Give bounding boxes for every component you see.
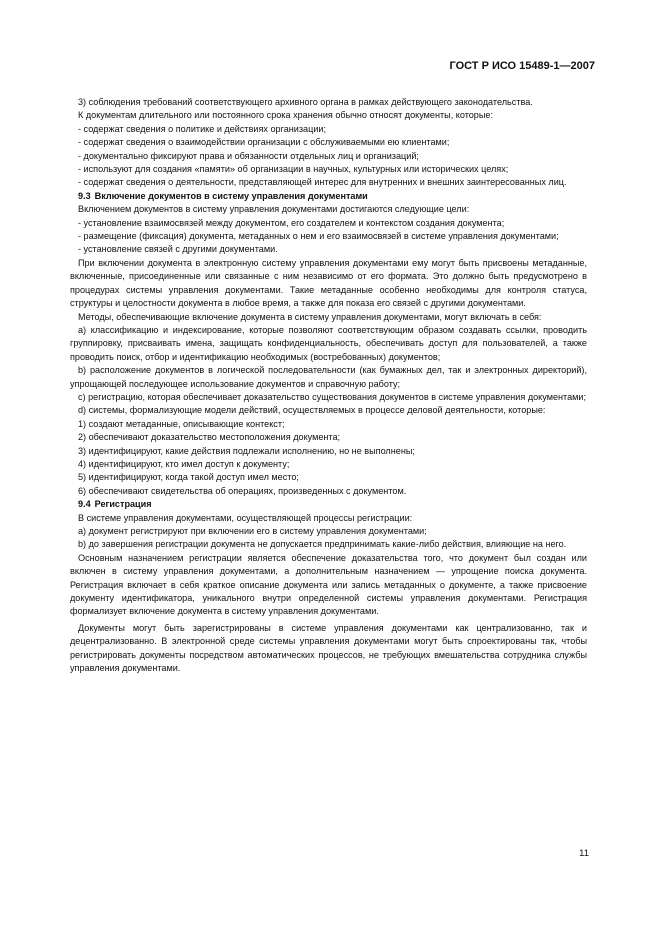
paragraph: - установление взаимосвязей между документом, его создателем и контекстом создания документа; xyxy=(78,217,505,228)
paragraph: 2) обеспечивают доказательство местоположения документа; xyxy=(78,432,341,443)
paragraph: 1) создают метаданные, описывающие контекст; xyxy=(78,418,285,429)
paragraph: Документы могут быть зарегистрированы в системе управления документами как централизованно, так и децентрализованно. В электронной среде системы управления документами могут быть спроектированы так, чтобы регистрировать документы посредством автоматических процессов, не требующих вмешательства сотрудника службы управления документами. xyxy=(70,622,587,674)
paragraph: Включением документов в систему управления документами достигаются следующие цели: xyxy=(78,204,470,215)
document-header: ГОСТ Р ИСО 15489-1—2007 xyxy=(449,60,595,72)
page-number: 11 xyxy=(579,848,589,859)
paragraph: При включении документа в электронную систему управления документами ему могут быть присвоены метаданные, включенные, присоединенные или связанные с ним независимо от его формата. Это должно быть предусмотрено в процедурах системы управления документами. Такие метаданные особенно необходимы для контроля статуса, структуры и целостности документа в любое время, а также для показа его связей с другими документами. xyxy=(70,257,587,309)
paragraph: b) расположение документов в логической последовательности (как бумажных дел, так и электронных директорий), упрощающей последующее использование документов и справочную работу; xyxy=(70,365,587,389)
paragraph: b) до завершения регистрации документа не допускается предпринимать какие-либо действия, влияющие на него. xyxy=(78,539,567,550)
paragraph: 6) обеспечивают свидетельства об операциях, произведенных с документом. xyxy=(78,485,407,496)
paragraph: - используют для создания «памяти» об организации в научных, культурных или исторических целях; xyxy=(78,164,509,175)
paragraph: d) системы, формализующие модели действий, осуществляемых в процессе деловой деятельности, которые: xyxy=(78,405,546,416)
section-number: 9.3 xyxy=(78,190,91,201)
paragraph: 3) идентифицируют, какие действия подлежали исполнению, но не выполнены; xyxy=(78,445,415,456)
paragraph: 4) идентифицируют, кто имел доступ к документу; xyxy=(78,458,290,469)
paragraph: - содержат сведения о деятельности, представляющей интерес для внутренних и внешних заинтересованных лиц. xyxy=(78,177,567,188)
section-heading xyxy=(70,498,587,511)
paragraph: 3) соблюдения требований соответствующего архивного органа в рамках действующего законодательства. xyxy=(78,97,533,107)
section-heading xyxy=(70,190,587,203)
paragraph: В системе управления документами, осуществляющей процессы регистрации: xyxy=(78,512,413,523)
paragraph: c) регистрацию, которая обеспечивает доказательство существования документов в системе управления документами; xyxy=(78,391,587,402)
section-title: Включение документов в систему управления документами xyxy=(94,190,368,201)
paragraph: К документам длительного или постоянного срока хранения обычно относят документы, которые: xyxy=(78,110,493,121)
paragraph: Методы, обеспечивающие включение документа в систему управления документами, могут включать в себя: xyxy=(78,311,542,322)
section-title: Регистрация xyxy=(94,499,152,510)
paragraph: - документально фиксируют права и обязанности отдельных лиц и организаций; xyxy=(78,150,419,161)
document-body xyxy=(70,96,587,675)
paragraph: - содержат сведения о взаимодействии организации с обслуживаемыми ею клиентами; xyxy=(78,137,450,148)
paragraph: a) классификацию и индексирование, которые позволяют соответствующим образом создавать ссылки, проводить группировку, присваивать имена, защищать конфиденциальность, обеспечивать доступ для пользователей, а также проводить поиск, отбор и идентификацию необходимых (востребованных) документов; xyxy=(70,324,587,362)
section-number: 9.4 xyxy=(78,499,91,510)
paragraph: - содержат сведения о политике и действиях организации; xyxy=(78,123,327,134)
paragraph: 5) идентифицируют, когда такой доступ имел место; xyxy=(78,472,299,483)
paragraph: Основным назначением регистрации является обеспечение доказательства того, что документ был создан или включен в систему управления документами, а дополнительным назначением — упрощение поиска документа. Регистрация включает в себя краткое описание документа или запись метаданных о документе, а также присвоение документу идентификатора, уникального внутри определенной системы управления документами. Регистрация формализует включение документа в систему управления документами. xyxy=(70,552,587,617)
paragraph: - размещение (фиксация) документа, метаданных о нем и его взаимосвязей в системе управления документами; xyxy=(78,231,559,242)
paragraph: - установление связей с другими документами. xyxy=(78,244,278,255)
paragraph: a) документ регистрируют при включении его в систему управления документами; xyxy=(78,526,427,536)
